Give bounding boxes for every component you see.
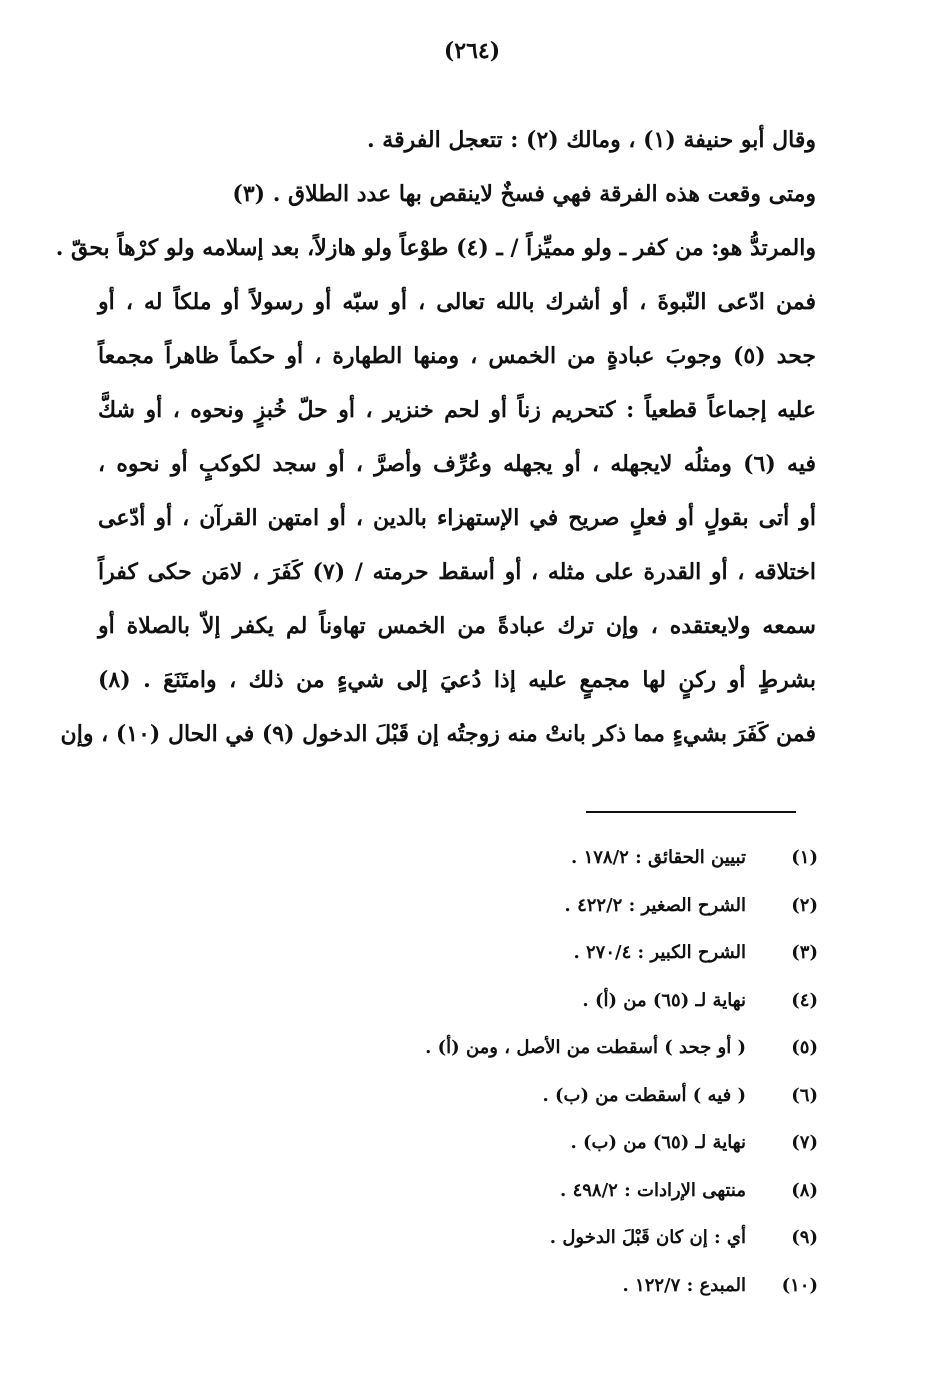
footnote-text: الشرح الصغير : ٤٢٢/٢ .: [564, 894, 746, 916]
footnote-text: المبدع : ١٢٢/٧ .: [622, 1274, 746, 1296]
footnote-number: (٧): [791, 1132, 818, 1153]
text-line: ومتى وقعت هذه الفرقة فهي فسخٌ لاينقص بها عدد الطلاق . (٣): [232, 181, 816, 207]
footnote-item: [300, 1218, 818, 1266]
footnote-item: [300, 1076, 818, 1124]
footnote-item: [300, 933, 818, 981]
footnote-text: نهاية لـ (٦٥) من (أ) .: [582, 989, 746, 1011]
text-line: أو أتى بقولٍ أو فعلٍ صريح في الإستهزاء بالدين ، أو امتهن القرآن ، أو أدّعى: [98, 505, 816, 531]
footnote-item: [300, 981, 818, 1029]
footnote-number: (١): [791, 847, 818, 868]
text-line: عليه إجماعاً قطعياً : كتحريم زناً أو لحم خنزير ، أو حلّ خُبزٍ ونحوه ، أو شكَّ: [98, 397, 816, 423]
footnote-item: [300, 886, 818, 934]
main-text: [55, 118, 816, 766]
footnote-item: [300, 1028, 818, 1076]
footnote-number: (٦): [791, 1084, 818, 1106]
footnote-item: [300, 1266, 818, 1314]
footnote-text: تبيين الحقائق : ١٧٨/٢ .: [571, 847, 746, 868]
footnote-text: أي : إن كان قَبْلَ الدخول .: [549, 1227, 746, 1248]
text-line: والمرتدُّ هو: من كفر ـ ولو مميِّزاً / ـ (٤) طوْعاً ولو هازلاً، بعد إسلامه ولو كرْهاً بحقّ .: [55, 235, 816, 261]
text-line: جحد (٥) وجوبَ عبادةٍ من الخمس ، ومنها الطهارة ، أو حكماً ظاهراً مجمعاً: [98, 343, 816, 369]
footnote-number: (٩): [791, 1227, 818, 1248]
footnote-number: (٥): [791, 1037, 818, 1058]
text-line: بشرطٍ أو ركنٍ لها مجمعٍ عليه إذا دُعيَ إلى شيءٍ من ذلك ، وامتَنَعَ . (٨): [98, 667, 816, 693]
footnote-text: ( أو جحد ) أسقطت من الأصل ، ومن (أ) .: [425, 1037, 746, 1058]
text-line: اختلاقه ، أو القدرة على مثله ، أو أسقط حرمته / (٧) كَفَرَ ، لامَن حكى كفراً: [98, 559, 816, 585]
footnote-text: ( فيه ) أسقطت من (ب) .: [542, 1084, 746, 1106]
footnote-number: (٤): [791, 989, 818, 1011]
text-line: وقال أبو حنيفة (١) ، ومالك (٢) : تتعجل الفرقة .: [366, 127, 816, 153]
text-line: سمعه ولايعتقده ، وإن ترك عبادةً من الخمس تهاوناً لم يكفر إلاّ بالصلاة أو: [98, 613, 816, 639]
text-line: فمن كَفَرَ بشيءٍ مما ذكر بانتْ منه زوجتُه إن قَبْلَ الدخول (٩) في الحال (١٠) ، وإن: [60, 721, 816, 747]
footnote-number: (١٠): [781, 1274, 818, 1296]
footnotes: [300, 838, 818, 1313]
footnote-item: [300, 1123, 818, 1171]
footnote-text: منتهى الإرادات : ٤٩٨/٢ .: [560, 1179, 746, 1201]
page-number: (٢٦٤): [443, 38, 501, 64]
text-line: فمن ادّعى النّبوةَ ، أو أشرك بالله تعالى ، أو سبّه أو رسولاً أو ملكاً له ، أو: [98, 289, 816, 315]
footnote-item: [300, 1171, 818, 1219]
footnote-text: الشرح الكبير : ٢٧٠/٤ .: [573, 942, 746, 963]
text-line: فيه (٦) ومثلُه لايجهله ، أو يجهله وعُرِّف وأصرَّ ، أو سجد لكوكبٍ أو نحوه ،: [98, 451, 816, 477]
footnote-number: (٢): [791, 894, 818, 916]
footnote-item: [300, 838, 818, 886]
footnote-text: نهاية لـ (٦٥) من (ب) .: [570, 1132, 746, 1153]
footnote-number: (٣): [791, 942, 818, 963]
footnote-number: (٨): [791, 1179, 818, 1201]
footnote-separator: [586, 811, 796, 813]
